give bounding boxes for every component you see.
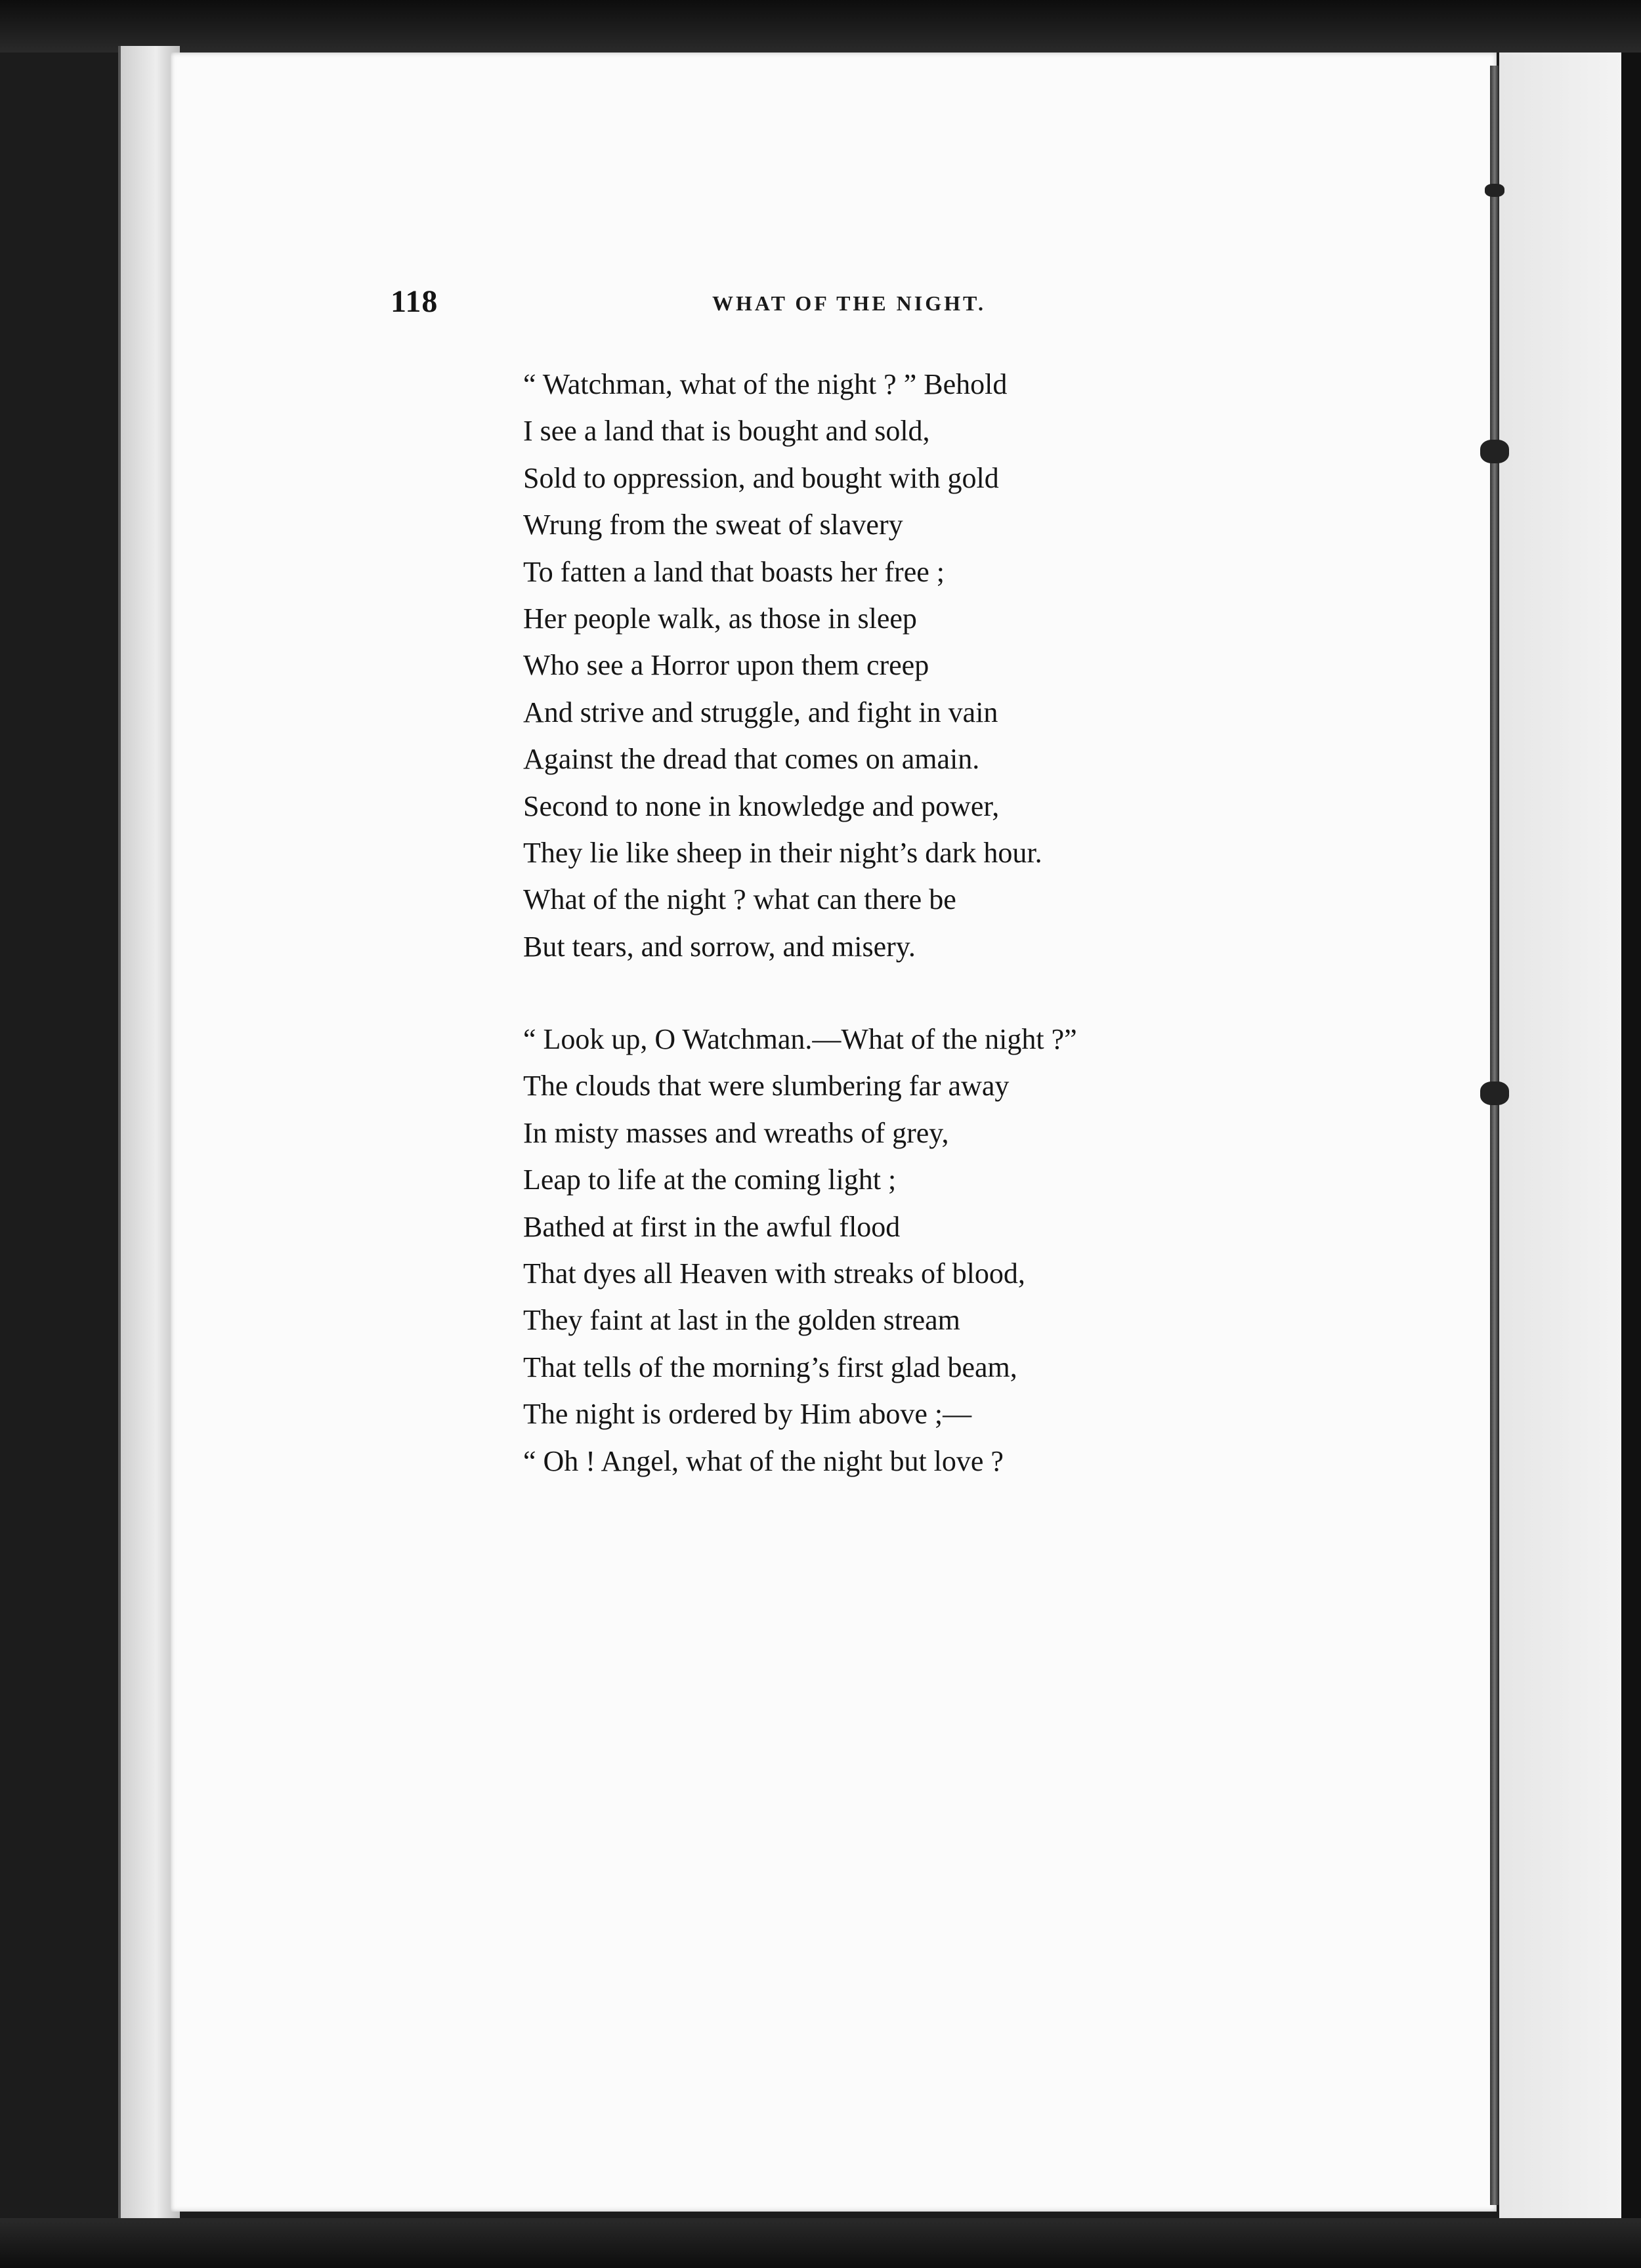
binding-stitch bbox=[1480, 1082, 1509, 1105]
verse-line: Bathed at first in the awful flood bbox=[523, 1210, 901, 1243]
verse-line: Wrung from the sweat of slavery bbox=[523, 509, 903, 541]
verse-line: “ Oh ! Angel, what of the night but love ? bbox=[523, 1444, 1004, 1477]
verse-line: They lie like sheep in their night’s dark hour. bbox=[523, 836, 1042, 869]
verse-line: That dyes all Heaven with streaks of blood, bbox=[523, 1257, 1025, 1290]
verse-line: I see a land that is bought and sold, bbox=[523, 415, 930, 448]
verse-line: That tells of the morning’s first glad beam, bbox=[523, 1351, 1017, 1383]
scan-right-border bbox=[1621, 52, 1641, 2218]
scan-bottom-border bbox=[0, 2218, 1641, 2268]
verse-line: Sold to oppression, and bought with gold bbox=[523, 461, 999, 494]
verse-line: What of the night ? what can there be bbox=[523, 883, 956, 916]
scan-top-border bbox=[0, 0, 1641, 52]
verse-line: In misty masses and wreaths of grey, bbox=[523, 1116, 949, 1149]
binding-thread bbox=[1490, 66, 1499, 2205]
verse-line: Who see a Horror upon them creep bbox=[523, 649, 929, 682]
facing-page-margin bbox=[1499, 52, 1641, 2218]
stanza bbox=[523, 1016, 1311, 1484]
binding-stitch bbox=[1480, 440, 1509, 463]
verse-line: The night is ordered by Him above ;— bbox=[523, 1398, 972, 1431]
verse-line: And strive and struggle, and fight in vain bbox=[523, 696, 998, 728]
verse-line: “ Look up, O Watchman.—What of the night ?” bbox=[523, 1023, 1077, 1056]
verse-line: The clouds that were slumbering far away bbox=[523, 1070, 1010, 1102]
verse-line: Leap to life at the coming light ; bbox=[523, 1164, 897, 1196]
page-number: 118 bbox=[391, 284, 438, 319]
stanza bbox=[523, 361, 1311, 970]
verse-line: “ Watchman, what of the night ? ” Behold bbox=[523, 368, 1008, 400]
verse-line: Against the dread that comes on amain. bbox=[523, 743, 980, 776]
verse-line: They faint at last in the golden stream bbox=[523, 1304, 960, 1337]
verse-line: Her people walk, as those in sleep bbox=[523, 602, 917, 635]
running-head: WHAT OF THE NIGHT. bbox=[712, 291, 986, 315]
verse-line: But tears, and sorrow, and misery. bbox=[523, 930, 916, 963]
verse-line: Second to none in knowledge and power, bbox=[523, 789, 1000, 822]
verse-line: To fatten a land that boasts her free ; bbox=[523, 555, 945, 588]
page-header bbox=[391, 284, 1178, 329]
poem-body bbox=[523, 361, 1311, 1484]
binding-stitch bbox=[1485, 184, 1504, 197]
